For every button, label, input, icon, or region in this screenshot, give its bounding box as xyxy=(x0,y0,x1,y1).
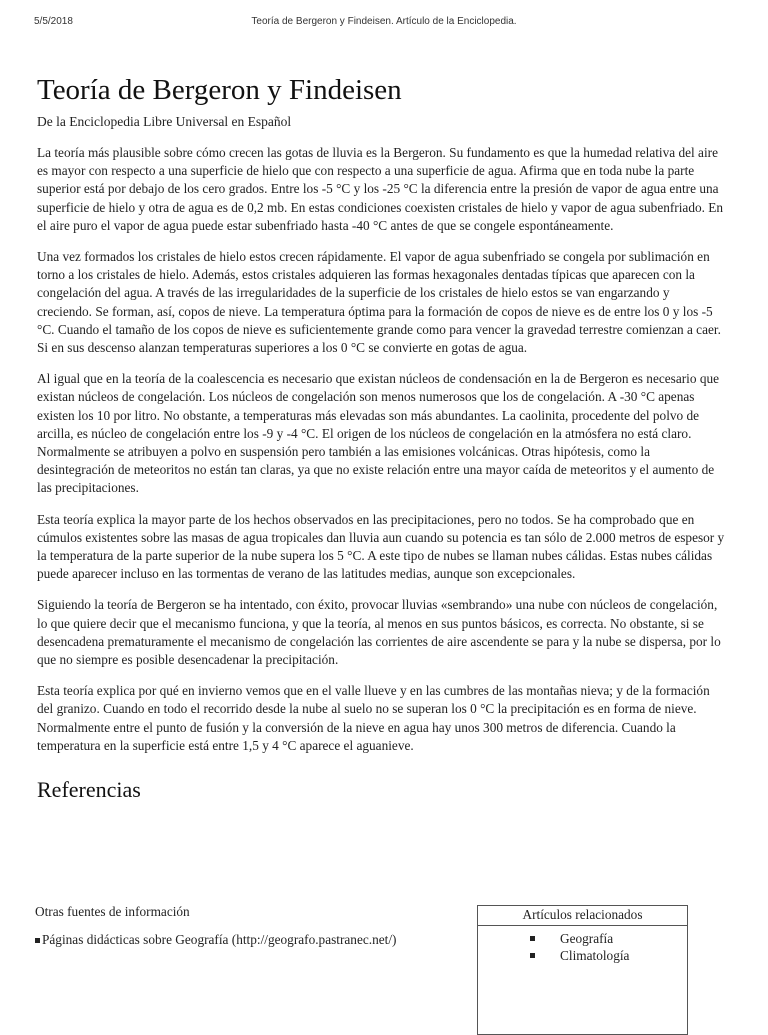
related-articles-box xyxy=(477,905,688,1035)
paragraph: Una vez formados los cristales de hielo estos crecen rápidamente. El vapor de agua subenfriado se congela por sublimación en torno a los cristales de hielo. Además, estos cristales adquieren las formas hexagonales dentadas típicas que aparecen con la congelación del agua. A través de las irregularidades de la superficie de los cristales de hielo estos se van engarzando y creciendo. Se forman, así, copos de nieve. La temperatura óptima para la formación de copos de nieve es de entre los 0 y los -5 °C. Cuando el tamaño de los copos de nieve es suficientemente grande como para vencer la gravedad terrestre comienzan a caer. Si en sus descenso alanzan temperaturas superiores a los 0 °C se convierte en gotas de agua. xyxy=(37,249,721,356)
bullet-icon xyxy=(530,953,535,958)
references-heading: Referencias xyxy=(37,777,141,803)
print-date: 5/5/2018 xyxy=(34,16,73,27)
paragraph: Esta teoría explica la mayor parte de los hechos observados en las precipitaciones, pero no todos. Se ha comprobado que en cúmulos existentes sobre las masas de agua tropicales dan lluvia aun cuando su potencia es tan sólo de 2.000 metros de espesor y la temperatura de la parte superior de la nube supera los 5 °C. A este tipo de nubes se llaman nubes cálidas. Estas nubes cálidas puede aparecer incluso en las tormentas de verano de las latitudes medias, aunque son excepcionales. xyxy=(37,511,725,582)
paragraph: Siguiendo la teoría de Bergeron se ha intentado, con éxito, provocar lluvias «sembrando» una nube con núcleos de congelación, lo que quiere decir que el mecanismo funciona, y que la teoría, al menos en sus puntos básicos, es correcta. No obstante, si se desencadena prematuramente el mecanismo de congelación las corrientes de aire ascendente se para y la nube se dispersa, por lo que no siempre es posible desencadenar la precipitación. xyxy=(37,597,721,668)
references-section xyxy=(35,903,455,949)
paragraph: La teoría más plausible sobre cómo crecen las gotas de lluvia es la Bergeron. Su fundamento es que la humedad relativa del aire es mayor con respecto a una superficie de hielo que con respecto a una superficie de agua. Afirma que en toda nube la parte superior está por debajo de los cero grados. Entre los -5 °C y los -25 °C la diferencia entre la presión de vapor de agua entre una superficie de hielo y otra de agua es de 0,2 mb. En estas condiciones coexisten cristales de hielo y vapor de agua subenfriado. En el aire puro el vapor de agua puede estar subenfriado hasta -40 °C antes de que se congele espontáneamente. xyxy=(37,145,724,233)
related-article-item[interactable] xyxy=(530,930,687,947)
related-articles-heading: Artículos relacionados xyxy=(478,906,687,926)
related-articles-list xyxy=(478,930,687,964)
print-title: Teoría de Bergeron y Findeisen. Artículo de la Enciclopedia. xyxy=(251,16,517,27)
article-subtitle: De la Enciclopedia Libre Universal en Español xyxy=(37,114,292,129)
article-title: Teoría de Bergeron y Findeisen xyxy=(37,74,402,106)
bullet-icon xyxy=(530,936,535,941)
reference-link[interactable]: Páginas didácticas sobre Geografía (http://geografo.pastranec.net/) xyxy=(42,932,397,947)
bullet-icon xyxy=(35,938,40,943)
related-article-item[interactable] xyxy=(530,947,687,964)
related-article-link[interactable]: Climatología xyxy=(560,948,630,963)
article-content xyxy=(37,70,727,805)
related-article-link[interactable]: Geografía xyxy=(560,931,614,946)
paragraph: Esta teoría explica por qué en invierno vemos que en el valle llueve y en las cumbres de las montañas nieva; y de la formación del granizo. Cuando en todo el recorrido desde la nube al suelo no se superan los 0 °C la precipitación es en forma de nieve. Normalmente entre el punto de fusión y la conversión de la nieve en agua hay unos 300 metros de diferencia. Cuando la temperatura en la superficie está entre 1,5 y 4 °C aparece el aguanieve. xyxy=(37,683,710,753)
paragraph: Al igual que en la teoría de la coalescencia es necesario que existan núcleos de condensación en la de Bergeron es necesario que existan núcleos de congelación. Los núcleos de congelación son menos numerosos que los de congelación. A -30 °C apenas existen los 10 por litro. No obstante, a temperaturas más elevadas son más abundantes. La caolinita, procedente del polvo de arcilla, es núcleo de congelación entre los -9 y -4 °C. El origen de los núcleos de congelación en la atmósfera no está claro. Normalmente se atribuyen a polvo en suspensión pero también a las emisiones volcánicas. Otras hipótesis, como la desintegración de meteoritos no están tan claras, ya que no existe relación entre una mayor caída de meteoritos y el aumento de las precipitaciones. xyxy=(37,371,720,496)
print-header xyxy=(34,16,734,30)
other-sources-label: Otras fuentes de información xyxy=(35,904,190,919)
reference-link-item[interactable] xyxy=(35,931,455,949)
